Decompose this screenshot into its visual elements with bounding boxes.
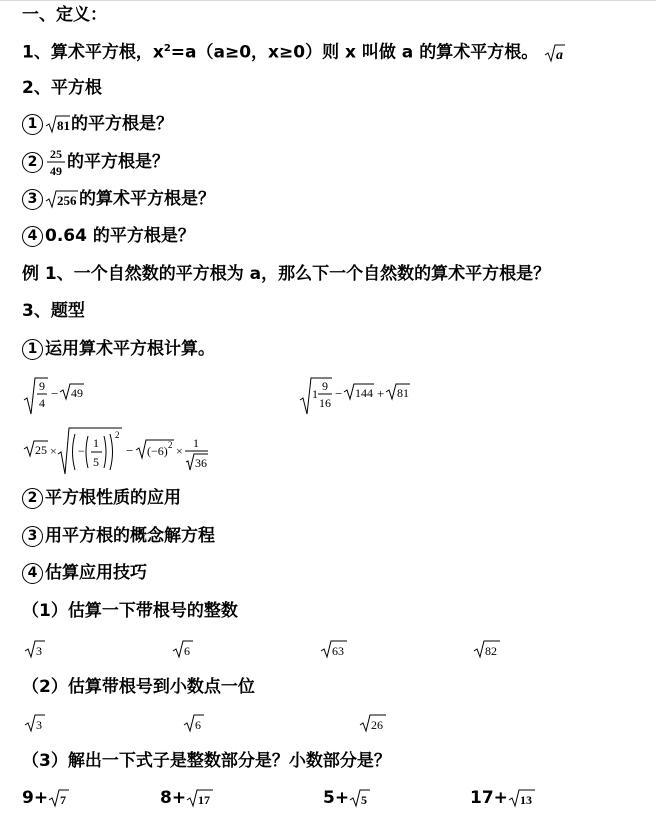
sqrt-17-formula: [186, 788, 214, 808]
expr-base: 8+: [160, 788, 187, 808]
section-3-title: 3、题型: [22, 301, 85, 321]
circled-marker: 1: [22, 114, 43, 135]
sqrt-81-radicand: 81: [57, 118, 70, 133]
question-4: [22, 225, 195, 247]
root-value: 13: [519, 793, 532, 807]
question-2-text: 的平方根是？: [67, 152, 169, 172]
e2-denominator: 16: [319, 396, 331, 410]
e3-radicand-1: 25: [35, 443, 47, 457]
e3-numerator: 1: [93, 436, 99, 450]
sqrt-a-radicand: a: [556, 47, 564, 63]
root-value: 3: [36, 718, 42, 732]
circled-marker: 2: [22, 488, 43, 509]
e3-neg: −: [78, 444, 85, 458]
root-value: 26: [371, 718, 383, 732]
sqrt-6-item: [172, 639, 194, 659]
e1-radicand: 49: [71, 386, 83, 400]
calc-expression-1: [22, 376, 102, 416]
sqrt-3-item: [24, 713, 46, 733]
circled-marker: 1: [22, 339, 43, 360]
circled-marker: 3: [22, 189, 43, 210]
example-1: 例 1、一个自然数的平方根为 a，那么下一个自然数的算术平方根是？: [22, 264, 551, 284]
e3-inner: (−6): [147, 444, 168, 458]
e3-minus: −: [126, 443, 134, 458]
root-value: 6: [184, 644, 190, 658]
root-value: 5: [361, 793, 368, 807]
fraction-numerator: 25: [50, 147, 62, 161]
sqrt-5-formula: [349, 788, 371, 808]
circled-marker: 4: [22, 226, 43, 247]
e2-radicand-1: 144: [355, 386, 373, 400]
def-expr: x: [152, 42, 164, 63]
e3-times-2: ×: [176, 444, 183, 458]
e2-numerator: 9: [322, 379, 328, 393]
def-text-1: 算术平方根，: [50, 42, 153, 63]
subtopic-1: （1）估算一下带根号的整数: [22, 601, 238, 621]
root-value: 63: [332, 644, 344, 658]
fraction-denominator: 49: [50, 164, 62, 178]
question-1-text: 的平方根是？: [71, 114, 173, 134]
e3-inner-square: 2: [168, 440, 173, 450]
circled-marker: 2: [22, 152, 43, 173]
expr-base: 17+: [470, 788, 508, 808]
question-2: [22, 146, 169, 178]
sqrt-256-formula: [45, 189, 79, 209]
topic-2-text: 平方根性质的应用: [45, 488, 181, 508]
topic-3-text: 用平方根的概念解方程: [45, 526, 215, 546]
root-value: 82: [485, 644, 497, 658]
root-value: 3: [36, 644, 42, 658]
topic-2: [22, 487, 181, 509]
root-value: 17: [198, 793, 211, 807]
topic-3: [22, 525, 215, 547]
e1-minus: −: [51, 386, 59, 401]
e2-minus: −: [335, 386, 343, 401]
e2-radicand-2: 81: [397, 386, 409, 400]
e1-numerator: 9: [39, 379, 45, 393]
e3-times: ×: [50, 444, 57, 458]
definition-1: [22, 38, 566, 64]
expr-base: 9+: [22, 788, 49, 808]
def-text-2: =a（a≥0，x≥0）则 x 叫做 a 的算术平方根。: [170, 42, 539, 63]
sqrt-256-radicand: 256: [57, 193, 77, 208]
circled-marker: 3: [22, 526, 43, 547]
expr-17-plus-sqrt13: [470, 787, 536, 809]
e2-whole: 1: [312, 387, 318, 401]
section-2-title: 2、平方根: [22, 78, 102, 98]
def-exponent: 2: [163, 43, 171, 54]
expr-5-plus-sqrt5: [323, 787, 371, 809]
sqrt-63-item: [320, 639, 348, 659]
topic-4-text: 估算应用技巧: [45, 563, 147, 583]
expr-base: 5+: [323, 788, 350, 808]
sqrt-6-item: [183, 713, 205, 733]
sqrt-3-item: [24, 639, 46, 659]
expr-8-plus-sqrt17: [160, 787, 214, 809]
calc-expression-3: [22, 426, 212, 476]
root-value: 7: [60, 793, 67, 807]
question-3-text: 的算术平方根是？: [79, 189, 215, 209]
calc-expression-2: [298, 376, 428, 416]
sqrt-26-item: [359, 713, 387, 733]
question-3: [22, 188, 215, 210]
sqrt-82-item: [473, 639, 501, 659]
top-border: [0, 0, 656, 1]
e2-plus: +: [377, 386, 385, 401]
heading-definition: 一、定义：: [22, 5, 107, 25]
sqrt-13-formula: [508, 788, 536, 808]
question-4-text: 0.64 的平方根是？: [45, 226, 195, 246]
sqrt-81-formula: [45, 114, 71, 134]
e3-denominator: 5: [93, 455, 99, 469]
def-number: 1、: [22, 42, 51, 63]
topic-1-text: 运用算术平方根计算。: [45, 339, 215, 359]
expr-9-plus-sqrt7: [22, 787, 70, 809]
sqrt-a-formula: [544, 43, 566, 63]
sqrt-7-formula: [48, 788, 70, 808]
topic-4: [22, 562, 147, 584]
e3-frac-denominator: 36: [195, 456, 207, 470]
e1-denominator: 4: [39, 396, 45, 410]
circled-marker: 4: [22, 563, 43, 584]
subtopic-2: （2）估算带根号到小数点一位: [22, 677, 255, 697]
subtopic-3: （3）解出一下式子是整数部分是？小数部分是？: [22, 751, 391, 771]
root-value: 6: [195, 718, 201, 732]
e3-frac-numerator: 1: [193, 436, 199, 450]
e3-square: 2: [115, 430, 120, 440]
topic-1: [22, 338, 215, 360]
fraction-25-49-formula: [45, 146, 67, 178]
question-1: [22, 113, 173, 135]
